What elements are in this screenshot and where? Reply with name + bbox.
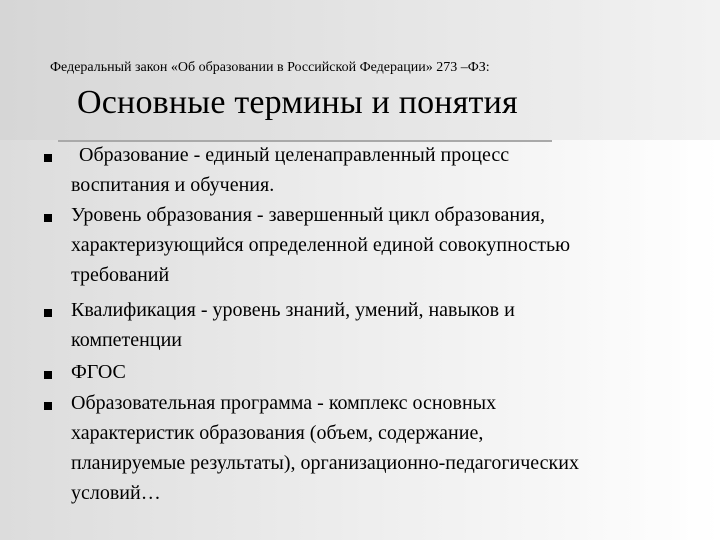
list-item-line: Образовательная программа - комплекс основных: [71, 392, 497, 414]
square-bullet-icon: [44, 402, 52, 410]
square-bullet-icon: [44, 309, 52, 317]
square-bullet-icon: [44, 154, 52, 162]
list-item-line: характеризующийся определенной единой совокупностью: [71, 234, 571, 256]
list-item-line: Образование - единый целенаправленный процесс: [79, 144, 510, 166]
list-item-line: условий…: [71, 482, 161, 504]
list-item-line: планируемые результаты), организационно-педагогических: [71, 452, 579, 474]
square-bullet-icon: [44, 371, 52, 379]
law-subtitle: Федеральный закон «Об образовании в Российской Федерации» 273 –ФЗ:: [50, 60, 490, 75]
list-item-line: компетенции: [71, 329, 182, 351]
list-item-text: [71, 357, 711, 387]
list-item-text: [71, 295, 711, 355]
list-item-line: ФГОС: [71, 361, 126, 383]
list-item-line: Квалификация - уровень знаний, умений, навыков и: [71, 299, 515, 321]
list-item-text: [71, 140, 711, 200]
square-bullet-icon: [44, 214, 52, 222]
list-item-text: [71, 200, 711, 290]
slide-title: Основные термины и понятия: [77, 84, 518, 121]
list-item-line: характеристик образования (объем, содержание,: [71, 422, 484, 444]
list-item-text: [71, 388, 711, 508]
list-item-line: требований: [71, 264, 170, 286]
list-item-line: Уровень образования - завершенный цикл образования,: [71, 204, 545, 226]
list-item-line: воспитания и обучения.: [71, 174, 275, 196]
